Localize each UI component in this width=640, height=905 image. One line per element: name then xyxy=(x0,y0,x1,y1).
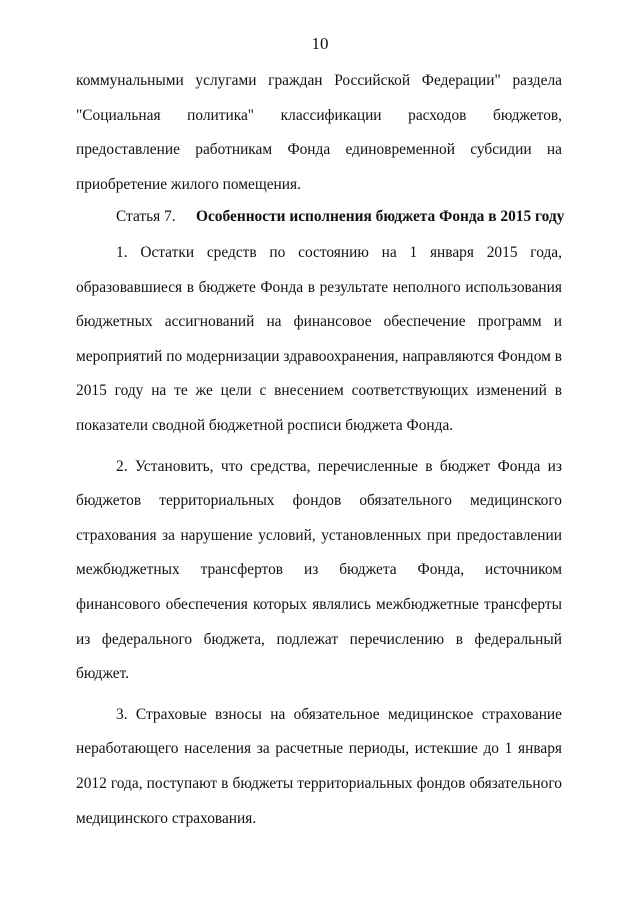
article-number: Статья 7. xyxy=(116,208,176,225)
intro-paragraph: коммунальными услугами граждан Российской Федерации" раздела "Социальная политика" классификации расходов бюджетов, предоставление работникам Фонда единовременной субсидии на приобретение жилого помещения. xyxy=(76,72,562,193)
article-body xyxy=(76,236,562,836)
paragraph-2: 2. Установить, что средства, перечисленные в бюджет Фонда из бюджетов территориальных фондов обязательного медицинского страхования за нарушение условий, установленных при предоставлении межбюджетных трансфертов из бюджета Фонда, источником финансового обеспечения которых являлись межбюджетные трансферты из федерального бюджета, подлежат перечислению в федеральный бюджет. xyxy=(76,457,562,683)
article-heading xyxy=(116,200,576,235)
intro-paragraph-block xyxy=(76,64,562,202)
paragraph-1: 1. Остатки средств по состоянию на 1 января 2015 года, образовавшиеся в бюджете Фонда в результате неполного использования бюджетных ассигнований на финансовое обеспечение программ и мероприятий по модернизации здравоохранения, направляются Фондом в 2015 году на те же цели с внесением соответствующих изменений в показатели сводной бюджетной росписи бюджета Фонда. xyxy=(76,244,562,434)
article-title: Особенности исполнения бюджета Фонда в 2015 году xyxy=(196,208,565,225)
page-number: 10 xyxy=(311,34,329,53)
paragraph-3: 3. Страховые взносы на обязательное медицинское страхование неработающего населения за расчетные периоды, истекшие до 1 января 2012 года, поступают в бюджеты территориальных фондов обязательного медицинского страхования. xyxy=(76,705,562,827)
